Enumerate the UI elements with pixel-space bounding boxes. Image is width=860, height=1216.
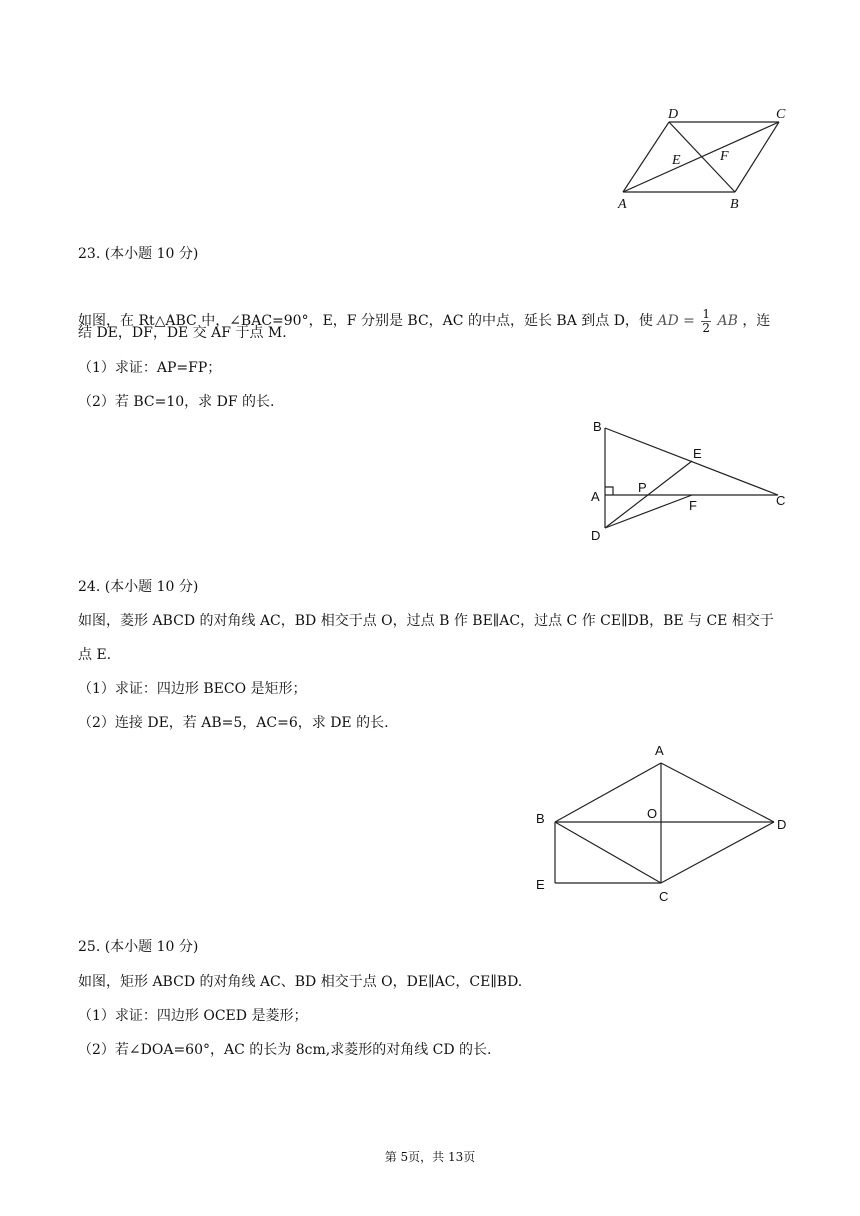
q24-label-b: B (536, 811, 545, 826)
q22-label-d: D (668, 107, 679, 122)
q24-label-e: E (536, 877, 545, 892)
q25-part1: （1）求证：四边形 OCED 是菱形； (78, 1008, 308, 1024)
q23-label-a: A (591, 489, 600, 504)
q23-text-b: ，连 (742, 313, 771, 329)
q23-text-a: 如图，在 Rt△ABC 中，∠BAC=90°，E，F 分别是 BC，AC 的中点，延长 BA 到点 D，使 (78, 313, 653, 329)
q23-eq-lhs: AD = (657, 313, 695, 329)
q22-label-b: B (730, 197, 739, 212)
q23-eq-rhs: AB (717, 313, 738, 329)
q24-label-c: C (659, 889, 669, 904)
q23-label-f: F (689, 498, 697, 513)
q22-figure (610, 100, 800, 215)
q23-label-c: C (776, 493, 786, 508)
q22-figure-svg (610, 100, 800, 215)
q23-fraction-numerator: 1 (702, 306, 710, 321)
q25-part2: （2）若∠DOA=60°，AC 的长为 8cm,求菱形的对角线 CD 的长. (78, 1042, 492, 1058)
q24-label-d: D (777, 817, 787, 832)
q23-line2: 结 DE，DF，DE 交 AF 于点 M. (78, 325, 287, 341)
q22-label-c: C (776, 107, 786, 122)
q24-part2: （2）连接 DE，若 AB=5，AC=6，求 DE 的长. (78, 715, 389, 731)
q24-line2: 点 E. (78, 647, 112, 663)
q23-heading: 23. (本小题 10 分) (78, 246, 199, 262)
q22-label-a: A (618, 197, 627, 212)
q23-part2: （2）若 BC=10，求 DF 的长. (78, 394, 275, 410)
q25-line1: 如图，矩形 ABCD 的对角线 AC、BD 相交于点 O，DE∥AC，CE∥BD. (78, 974, 523, 990)
q23-figure (585, 415, 795, 550)
q25-heading: 25. (本小题 10 分) (78, 939, 199, 955)
q24-line1: 如图，菱形 ABCD 的对角线 AC，BD 相交于点 O，过点 B 作 BE∥AC，过点 C 作 CE∥DB，BE 与 CE 相交于 (78, 613, 774, 629)
q24-heading: 24. (本小题 10 分) (78, 579, 199, 595)
q24-label-o: O (647, 806, 658, 821)
q23-label-e: E (693, 446, 702, 461)
q23-figure-svg (585, 415, 795, 550)
q24-figure (530, 738, 800, 908)
q22-label-e: E (672, 153, 681, 168)
q22-label-f: F (720, 149, 729, 164)
page-footer: 第 5页，共 13页 (384, 1150, 476, 1164)
q24-figure-svg (530, 738, 800, 908)
q23-label-b: B (593, 419, 602, 434)
q23-fraction-denominator: 2 (702, 320, 710, 335)
q23-fraction (701, 308, 711, 335)
q23-label-p: P (638, 480, 647, 495)
q23-part1: （1）求证：AP=FP； (78, 360, 222, 376)
q24-label-a: A (655, 743, 664, 758)
q23-label-d: D (591, 528, 601, 543)
q24-part1: （1）求证：四边形 BECO 是矩形； (78, 681, 307, 697)
